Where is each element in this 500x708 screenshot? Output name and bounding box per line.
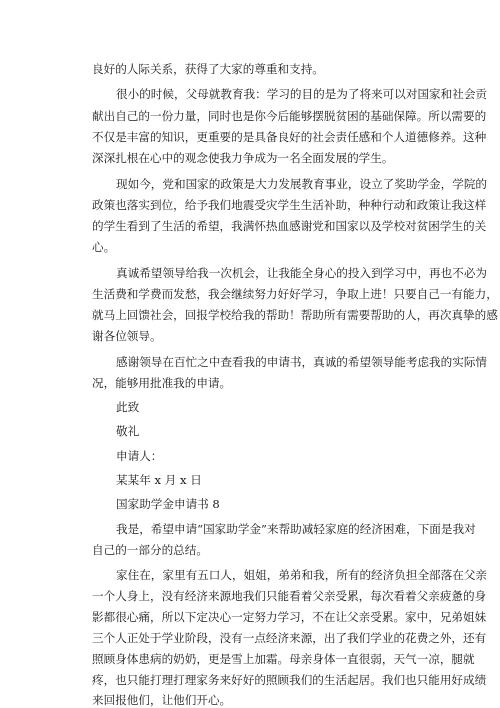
text-line: 深深扎根在心中的观念使我力争成为一名全面发展的学生。 bbox=[92, 151, 394, 165]
text-line: 就马上回馈社会，回报学校给我的帮助！帮助所有需要帮助的人，再次真挚的感 bbox=[92, 308, 498, 322]
text-line: 谢各位领导。 bbox=[92, 329, 162, 343]
text-line: 影都很心痛，所以下定决心一定努力学习，不在让父亲受累。家中，兄弟姐妹 bbox=[92, 610, 487, 624]
text-line: 献出自己的一份力量，同时也是你今后能够摆脱贫困的基础保障。所以需要的 bbox=[92, 109, 487, 123]
text-line: 照顾身体患病的奶奶，更是雪上加霜。母亲身体一直很弱，天气一凉，腿就 bbox=[92, 652, 475, 666]
paragraph-first-line: 感谢领导在百忙之中查看我的申请书，真诚的希望领导能考虑我的实际情 bbox=[116, 355, 488, 369]
text-line: 的学生看到了生活的希望，我满怀热血感谢党和国家以及学校对贫困学生的关 bbox=[92, 219, 487, 233]
paragraph-first-line: 我是，希望申请“国家助学金”来帮助减轻家庭的经济困难，下面是我对 bbox=[116, 522, 476, 536]
salutation-line: 此致 bbox=[116, 400, 140, 414]
paragraph-first-line: 家住在，家里有五口人，姐姐，弟弟和我，所有的经济负担全部落在父亲 bbox=[116, 568, 488, 582]
document-heading: 国家助学金申请书 8 bbox=[116, 497, 220, 511]
text-line: 生活费和学费而发愁，我会继续努力好好学习，争取上进！只要自己一有能力， bbox=[92, 287, 498, 301]
text-line: 来回报他们，让他们开心。 bbox=[92, 693, 232, 707]
text-line: 良好的人际关系，获得了大家的尊重和支持。 bbox=[92, 62, 324, 76]
salutation-line: 敬礼 bbox=[116, 424, 140, 438]
paragraph-first-line: 真诚希望领导给我一次机会，让我能全身心的投入到学习中，再也不必为 bbox=[116, 266, 488, 280]
date-line: 某某年 x 月 x 日 bbox=[116, 473, 202, 487]
paragraph-first-line: 很小的时候，父母就教育我：学习的目的是为了将来可以对国家和社会贡 bbox=[116, 87, 488, 101]
text-line: 心。 bbox=[92, 240, 116, 254]
paragraph-first-line: 现如今，党和国家的政策是大力发展教育事业，设立了奖助学金，学院的 bbox=[116, 177, 488, 191]
text-line: 三个人正处于学业阶段，没有一点经济来源，出了我们学业的花费之外，还有 bbox=[92, 631, 487, 645]
text-line: 政策也落实到位，给予我们地震受灾学生生活补助，种种行动和政策让我这样 bbox=[92, 198, 487, 212]
text-line: 况，能够用批准我的申请。 bbox=[92, 376, 232, 390]
text-line: 一个人身上，没有经济来源地我们只能看着父亲受累，每次看着父亲疲惫的身 bbox=[92, 589, 487, 603]
text-line: 自己的一部分的总结。 bbox=[92, 543, 208, 557]
text-line: 不仅是丰富的知识，更重要的是具备良好的社会责任感和个人道德修养。这种 bbox=[92, 130, 487, 144]
text-line: 疼，也只能打理打理家务来好好的照顾我们的生活起居。我们也只能用好成绩 bbox=[92, 673, 487, 687]
signature-label: 申请人： bbox=[116, 449, 163, 463]
